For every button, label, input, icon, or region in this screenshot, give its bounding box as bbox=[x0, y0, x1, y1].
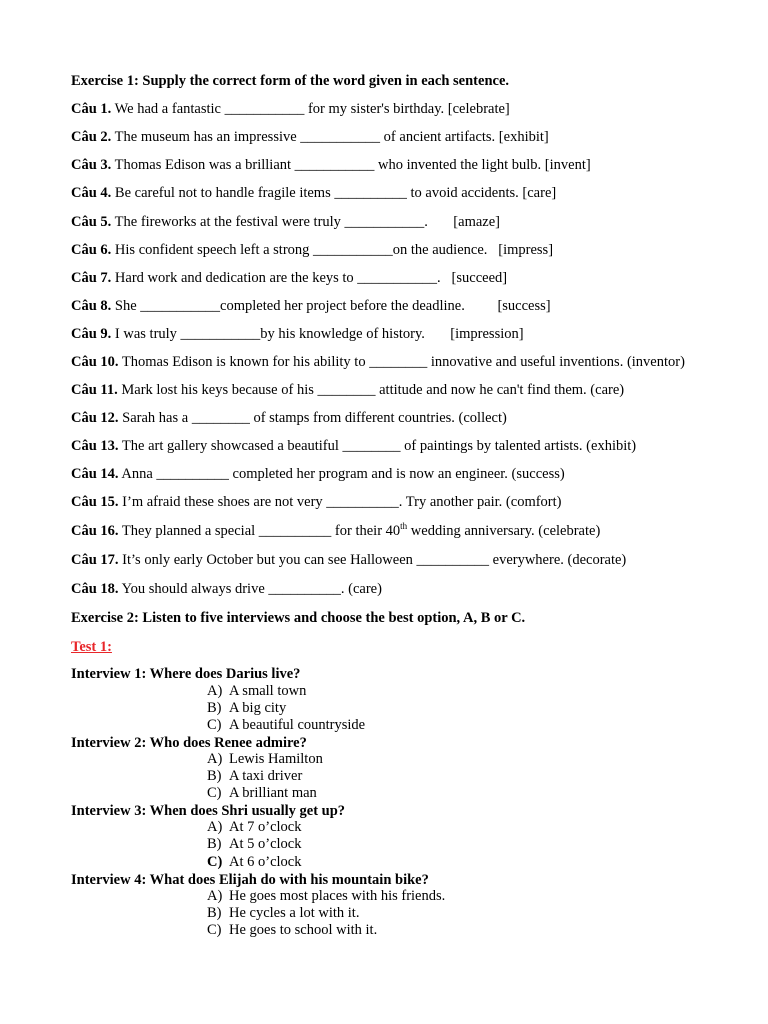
interview-4-question bbox=[71, 871, 429, 889]
question-text: The art gallery showcased a beautiful ________ of paintings by talented artists. (exhibit) bbox=[118, 438, 637, 454]
interview-label: Interview 2 bbox=[71, 735, 142, 751]
question-4 bbox=[71, 184, 556, 202]
option-text: A taxi driver bbox=[229, 768, 303, 784]
question-8 bbox=[71, 297, 551, 315]
question-9 bbox=[71, 325, 524, 343]
question-text: I’m afraid these shoes are not very __________. Try another pair. (comfort) bbox=[118, 494, 562, 510]
option-letter: A) bbox=[207, 751, 223, 767]
question-text: Hard work and dedication are the keys to ___________. [succeed] bbox=[111, 270, 508, 286]
option-text: A small town bbox=[229, 683, 307, 699]
question-text: Thomas Edison was a brilliant ___________ who invented the light bulb. [invent] bbox=[111, 157, 591, 173]
interview-4-option-b bbox=[207, 905, 359, 922]
question-label: Câu 4. bbox=[71, 185, 112, 201]
question-10 bbox=[71, 353, 685, 371]
option-letter: B) bbox=[207, 905, 222, 921]
question-label: Câu 3. bbox=[71, 157, 112, 173]
option-text: At 5 o’clock bbox=[229, 836, 302, 852]
interview-question-text: : Who does Renee admire? bbox=[141, 735, 307, 751]
question-1 bbox=[71, 100, 510, 118]
question-label: Câu 18. bbox=[71, 581, 119, 597]
interview-label: Interview 4 bbox=[71, 872, 142, 888]
option-text: At 7 o’clock bbox=[229, 819, 302, 835]
interview-2-option-a bbox=[207, 751, 323, 768]
question-label: Câu 8. bbox=[71, 298, 112, 314]
question-text: His confident speech left a strong ___________on the audience. [impress] bbox=[111, 242, 554, 258]
question-label: Câu 10. bbox=[71, 354, 119, 370]
question-label: Câu 13. bbox=[71, 438, 119, 454]
test-label: Test 1: bbox=[71, 639, 112, 655]
question-label: Câu 1. bbox=[71, 101, 112, 117]
question-17 bbox=[71, 551, 626, 569]
question-text: The fireworks at the festival were truly ___________. [amaze] bbox=[111, 214, 500, 230]
option-text: Lewis Hamilton bbox=[229, 751, 323, 767]
question-text: I was truly ___________by his knowledge of history. [impression] bbox=[111, 326, 524, 342]
question-16 bbox=[71, 522, 600, 540]
question-label: Câu 15. bbox=[71, 494, 119, 510]
question-text: Be careful not to handle fragile items __________ to avoid accidents. [care] bbox=[111, 185, 557, 201]
question-7 bbox=[71, 269, 507, 287]
question-11 bbox=[71, 381, 624, 399]
question-2 bbox=[71, 128, 549, 146]
question-label: Câu 2. bbox=[71, 129, 112, 145]
question-label: Câu 6. bbox=[71, 242, 112, 258]
question-label: Câu 7. bbox=[71, 270, 112, 286]
interview-question-text: : What does Elijah do with his mountain bike? bbox=[141, 872, 429, 888]
question-label: Câu 16. bbox=[71, 523, 119, 539]
option-letter: A) bbox=[207, 888, 223, 904]
interview-question-text: : When does Shri usually get up? bbox=[141, 803, 346, 819]
option-letter: A) bbox=[207, 683, 223, 699]
question-18 bbox=[71, 580, 382, 598]
option-text: At 6 o’clock bbox=[229, 854, 302, 870]
interview-3-question bbox=[71, 802, 345, 820]
interview-3-option-a bbox=[207, 819, 301, 836]
question-text-end: wedding anniversary. (celebrate) bbox=[407, 523, 601, 539]
ordinal-suffix: th bbox=[400, 521, 408, 532]
interview-label: Interview 1 bbox=[71, 666, 142, 682]
interview-1-option-a bbox=[207, 683, 306, 700]
option-text: He cycles a lot with it. bbox=[229, 905, 360, 921]
option-letter: C) bbox=[207, 717, 222, 733]
interview-question-text: : Where does Darius live? bbox=[141, 666, 301, 682]
option-letter: A) bbox=[207, 819, 223, 835]
option-text: A beautiful countryside bbox=[229, 717, 366, 733]
interview-4-option-c bbox=[207, 922, 377, 939]
interview-4-option-a bbox=[207, 888, 445, 905]
question-label: Câu 5. bbox=[71, 214, 112, 230]
question-text: Anna __________ completed her program and is now an engineer. (success) bbox=[118, 466, 565, 482]
question-label: Câu 9. bbox=[71, 326, 112, 342]
interview-3-option-b bbox=[207, 836, 301, 853]
option-letter: C) bbox=[207, 785, 222, 801]
question-text: The museum has an impressive ___________ of ancient artifacts. [exhibit] bbox=[111, 129, 549, 145]
option-text: He goes to school with it. bbox=[229, 922, 378, 938]
option-text: A big city bbox=[229, 700, 287, 716]
interview-1-question bbox=[71, 665, 300, 683]
question-15 bbox=[71, 493, 562, 511]
option-letter: B) bbox=[207, 768, 222, 784]
question-label: Câu 11. bbox=[71, 382, 118, 398]
question-text: We had a fantastic ___________ for my sister's birthday. [celebrate] bbox=[111, 101, 510, 117]
option-letter: C) bbox=[207, 854, 223, 870]
interview-label: Interview 3 bbox=[71, 803, 142, 819]
question-text: Mark lost his keys because of his ________ attitude and now he can't find them. (care) bbox=[117, 382, 625, 398]
question-12 bbox=[71, 409, 507, 427]
interview-1-option-b bbox=[207, 700, 286, 717]
interview-3-option-c bbox=[207, 854, 301, 871]
option-letter: B) bbox=[207, 700, 222, 716]
option-letter: C) bbox=[207, 922, 222, 938]
question-text: You should always drive __________. (care) bbox=[118, 581, 382, 597]
question-label: Câu 12. bbox=[71, 410, 119, 426]
option-letter: B) bbox=[207, 836, 222, 852]
question-14 bbox=[71, 465, 565, 483]
option-text: A brilliant man bbox=[229, 785, 317, 801]
question-text: Thomas Edison is known for his ability to ________ innovative and useful inventions. (inventor) bbox=[118, 354, 685, 370]
question-text: Sarah has a ________ of stamps from different countries. (collect) bbox=[118, 410, 507, 426]
question-text: She ___________completed her project before the deadline. [success] bbox=[111, 298, 551, 314]
question-text: It’s only early October but you can see Halloween __________ everywhere. (decorate) bbox=[118, 552, 627, 568]
interview-2-option-b bbox=[207, 768, 302, 785]
exercise2-title: Exercise 2: Listen to five interviews and choose the best option, A, B or C. bbox=[71, 610, 526, 626]
exercise1-title: Exercise 1: Supply the correct form of the word given in each sentence. bbox=[71, 73, 510, 89]
interview-2-option-c bbox=[207, 785, 317, 802]
question-6 bbox=[71, 241, 553, 259]
question-text: They planned a special __________ for their 40 bbox=[118, 523, 401, 539]
option-text: He goes most places with his friends. bbox=[229, 888, 446, 904]
question-label: Câu 17. bbox=[71, 552, 119, 568]
interview-2-question bbox=[71, 734, 307, 752]
question-13 bbox=[71, 437, 636, 455]
question-5 bbox=[71, 213, 500, 231]
interview-1-option-c bbox=[207, 717, 365, 734]
question-3 bbox=[71, 156, 591, 174]
question-label: Câu 14. bbox=[71, 466, 119, 482]
